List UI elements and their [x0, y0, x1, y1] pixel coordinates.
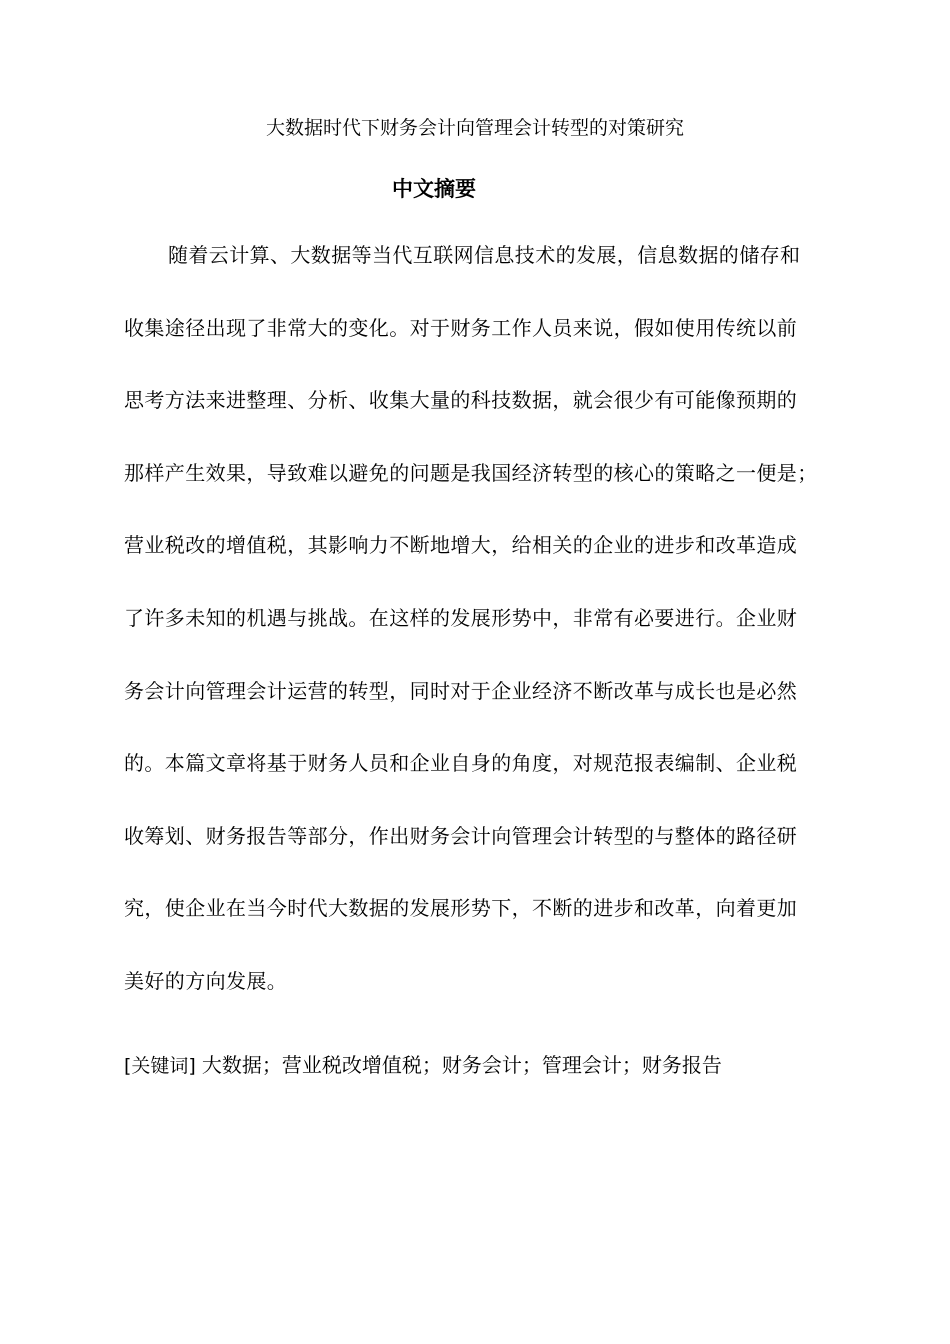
section-title-abstract: 中文摘要 — [392, 177, 476, 201]
keywords-value: 大数据；营业税改增值税；财务会计；管理会计；财务报告 — [201, 1053, 722, 1077]
document-title: 大数据时代下财务会计向管理会计转型的对策研究 — [265, 117, 684, 139]
abstract-line: 营业税改的增值税，其影响力不断地增大，给相关的企业的进步和改革造成 — [124, 533, 798, 558]
abstract-line: 的。本篇文章将基于财务人员和企业自身的角度，对规范报表编制、企业税 — [124, 751, 798, 776]
abstract-line: 务会计向管理会计运营的转型，同时对于企业经济不断改革与成长也是必然 — [124, 678, 798, 703]
abstract-line: 收筹划、财务报告等部分，作出财务会计向管理会计转型的与整体的路径研 — [124, 823, 798, 848]
abstract-line: 那样产生效果，导致难以避免的问题是我国经济转型的核心的策略之一便是； — [124, 460, 818, 485]
abstract-line: 随着云计算、大数据等当代互联网信息技术的发展，信息数据的储存和 — [168, 243, 801, 267]
abstract-line: 究，使企业在当今时代大数据的发展形势下，不断的进步和改革，向着更加 — [124, 896, 798, 921]
keywords-label: [关键词] — [124, 1055, 196, 1077]
abstract-line: 收集途径出现了非常大的变化。对于财务工作人员来说，假如使用传统以前 — [124, 315, 798, 340]
keywords — [124, 1047, 722, 1084]
abstract-line: 思考方法来进整理、分析、收集大量的科技数据，就会很少有可能像预期的 — [124, 388, 798, 413]
abstract-line: 了许多未知的机遇与挑战。在这样的发展形势中，非常有必要进行。企业财 — [124, 605, 798, 630]
abstract-line: 美好的方向发展。 — [124, 968, 288, 993]
abstract-body — [124, 237, 864, 1036]
